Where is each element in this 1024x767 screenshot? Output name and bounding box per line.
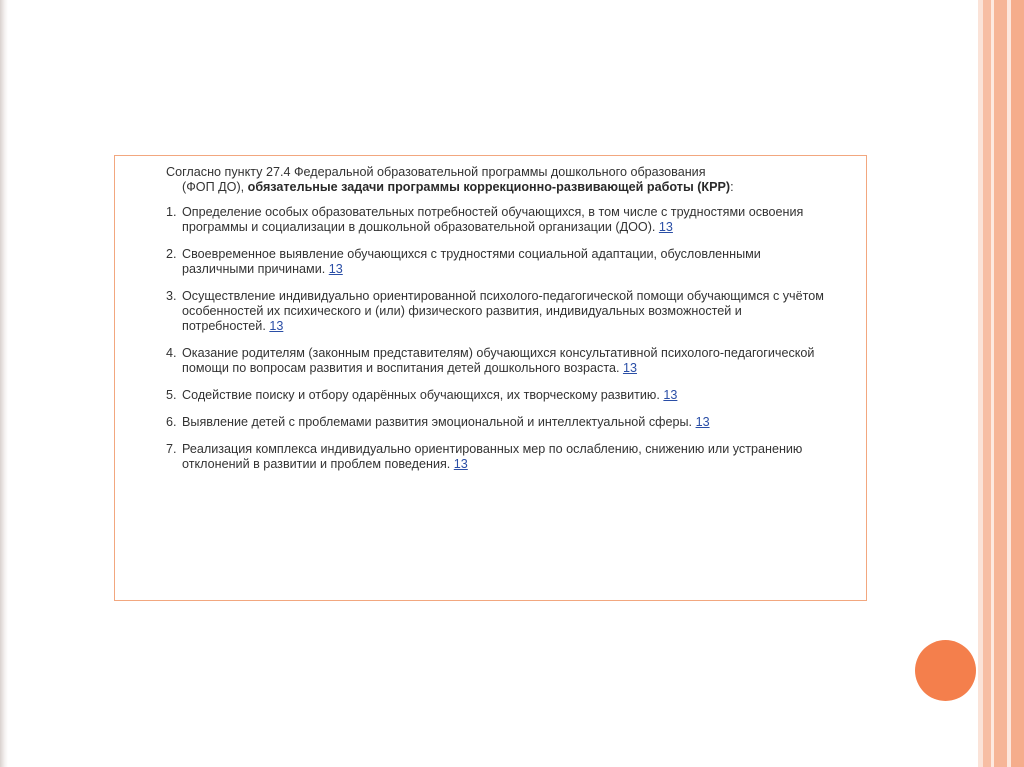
list-item-text: Реализация комплекса индивидуально ориентированных мер по ослаблению, снижению или устранению отклонений в развитии и проблем поведения. (182, 442, 803, 471)
reference-link[interactable]: 13 (269, 319, 284, 333)
intro-text-1: Согласно пункту 27.4 Федеральной образовательной программы дошкольного образования (166, 165, 706, 179)
list-item (166, 205, 826, 235)
list-item-number: 5. (166, 388, 177, 402)
decor-stripe (983, 0, 991, 767)
list-item (166, 289, 826, 334)
reference-link[interactable]: 13 (328, 262, 343, 276)
list-item-text: Своевременное выявление обучающихся с трудностями социальной адаптации, обусловленными различными причинами. (182, 247, 761, 276)
list-item-text: Выявление детей с проблемами развития эмоциональной и интеллектуальной сферы. (182, 415, 696, 429)
list-item-number: 6. (166, 415, 177, 429)
list-item-text: Определение особых образовательных потребностей обучающихся, в том числе с трудностями освоения программы и социализации в дошкольной образовательной организации (ДОО). (182, 205, 804, 234)
list-item-number: 7. (166, 442, 177, 456)
decor-stripe (994, 0, 1007, 767)
list-item-number: 4. (166, 346, 177, 360)
decor-stripe (1011, 0, 1024, 767)
reference-link[interactable]: 13 (658, 220, 673, 234)
list-item-number: 1. (166, 205, 177, 219)
reference-link[interactable]: 13 (695, 415, 710, 429)
list-item (166, 388, 826, 403)
list-item (166, 346, 826, 376)
list-item-text: Оказание родителям (законным представителям) обучающихся консультативной психолого-педагогической помощи по вопросам развития и воспитания детей дошкольного возраста. (182, 346, 815, 375)
intro-line-2 (166, 180, 826, 195)
list-item-text: Содействие поиску и отбору одарённых обучающихся, их творческому развитию. (182, 388, 664, 402)
list-item-text: Осуществление индивидуально ориентированной психолого-педагогической помощи обучающимся с учётом особенностей их психического и (или) физического развития, индивидуальных возможностей и потребностей. (182, 289, 824, 333)
intro-bold-text: обязательные задачи программы коррекционно-развивающей работы (КРР) (247, 180, 731, 194)
list-item-number: 2. (166, 247, 177, 261)
intro-colon: : (730, 180, 734, 194)
list-item (166, 415, 826, 430)
list-item (166, 442, 826, 472)
intro-paragraph (166, 165, 826, 195)
list-item (166, 247, 826, 277)
reference-link[interactable]: 13 (453, 457, 468, 471)
reference-link[interactable]: 13 (663, 388, 678, 402)
list-item-number: 3. (166, 289, 177, 303)
reference-link[interactable]: 13 (622, 361, 637, 375)
intro-text-2: (ФОП ДО), (182, 180, 248, 194)
content-text (166, 165, 826, 484)
decor-circle (915, 640, 976, 701)
task-list (166, 205, 826, 472)
left-edge-shadow (0, 0, 8, 767)
